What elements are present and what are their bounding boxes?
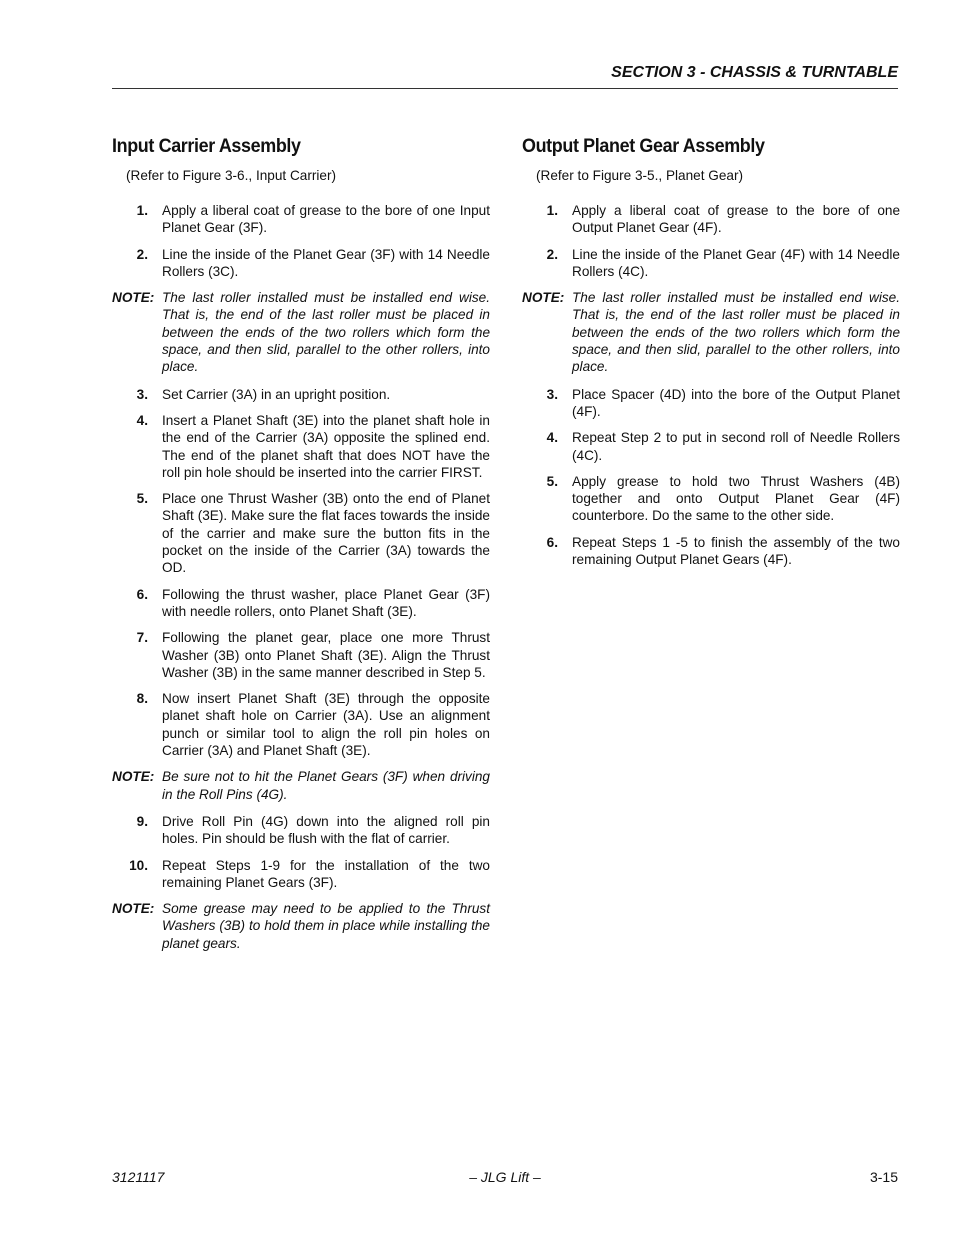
step-item bbox=[522, 386, 900, 421]
doc-number: 3121117 bbox=[112, 1169, 165, 1185]
step-text: Drive Roll Pin (4G) down into the aligned roll pin holes. Pin should be flush with the flat of carrier. bbox=[162, 813, 490, 847]
section-header: SECTION 3 - CHASSIS & TURNTABLE bbox=[611, 64, 898, 81]
step-item bbox=[522, 473, 900, 525]
step-number: 7. bbox=[136, 630, 148, 646]
note-text: The last roller installed must be installed end wise. That is, the end of the last roller must be placed in between the ends of the two rollers which form the space, and then slid, parallel to the other rollers, into place. bbox=[162, 290, 490, 375]
note-label: NOTE: bbox=[112, 901, 155, 917]
step-text: Repeat Steps 1-9 for the installation of the two remaining Planet Gears (3F). bbox=[162, 857, 490, 890]
step-item bbox=[112, 246, 490, 281]
output-planet-steps bbox=[522, 202, 900, 568]
step-number: 6. bbox=[136, 586, 148, 602]
note-label: NOTE: bbox=[112, 769, 155, 785]
step-text: Following the planet gear, place one more Thrust Washer (3B) onto Planet Shaft (3E). Align the Thrust Washer (3B) in the same manner described in Step 5. bbox=[162, 630, 490, 680]
step-number: 1. bbox=[546, 203, 558, 218]
output-planet-title: Output Planet Gear Assembly bbox=[522, 135, 765, 157]
step-item bbox=[112, 586, 490, 621]
step-item bbox=[112, 857, 490, 892]
step-text: Apply grease to hold two Thrust Washers (4B) together and onto Output Planet Gear (4F) counterbore. Do the same to the other side. bbox=[572, 473, 900, 524]
step-text: Set Carrier (3A) in an upright position. bbox=[162, 386, 391, 402]
step-text: Following the thrust washer, place Planet Gear (3F) with needle rollers, onto Planet Shaft (3E). bbox=[162, 586, 490, 619]
note-text: The last roller installed must be installed end wise. That is, the end of the last roller must be placed in between the ends of the two rollers which form the space, and then slid, parallel to the other rollers, into place. bbox=[572, 290, 900, 375]
note bbox=[112, 289, 490, 375]
step-item bbox=[112, 386, 490, 403]
page-footer bbox=[112, 1169, 898, 1189]
step-text: Place Spacer (4D) into the bore of the Output Planet (4F). bbox=[572, 386, 900, 419]
step-number: 6. bbox=[546, 534, 558, 550]
note-label: NOTE: bbox=[522, 290, 565, 306]
step-number: 5. bbox=[136, 491, 148, 507]
step-number: 9. bbox=[136, 813, 148, 829]
note bbox=[522, 289, 900, 375]
step-item bbox=[112, 629, 490, 681]
note bbox=[112, 768, 490, 803]
step-text: Line the inside of the Planet Gear (3F) with 14 Needle Rollers (3C). bbox=[162, 246, 490, 279]
step-number: 4. bbox=[546, 430, 558, 446]
step-item bbox=[522, 202, 900, 237]
step-item bbox=[112, 412, 490, 481]
step-text: Insert a Planet Shaft (3E) into the planet shaft hole in the end of the Carrier (3A) opposite the splined end. The end of the planet shaft that does NOT have the roll pin hole should be inserted into the carrier FIRST. bbox=[162, 412, 490, 480]
step-item bbox=[522, 429, 900, 464]
input-carrier-column bbox=[112, 132, 490, 962]
page-number: 3-15 bbox=[869, 1169, 898, 1185]
step-number: 8. bbox=[136, 691, 148, 707]
step-text: Apply a liberal coat of grease to the bore of one Output Planet Gear (4F). bbox=[572, 203, 900, 236]
note-label: NOTE: bbox=[112, 290, 155, 306]
step-text: Place one Thrust Washer (3B) onto the end of Planet Shaft (3E). Make sure the flat faces towards the inside of the carrier and make sure the button fits in the pocket on the inside of the Carrier (3A) towards the OD. bbox=[162, 491, 490, 576]
note-text: Be sure not to hit the Planet Gears (3F) when driving in the Roll Pins (4G). bbox=[162, 769, 490, 802]
step-number: 4. bbox=[136, 412, 148, 428]
step-text: Now insert Planet Shaft (3E) through the opposite planet shaft hole on Carrier (3A). Use an alignment punch or similar tool to align the roll pin holes on Carrier (3A) and Planet Shaft (3E). bbox=[162, 691, 490, 759]
step-text: Repeat Steps 1 -5 to finish the assembly of the two remaining Output Planet Gears (4F). bbox=[572, 534, 900, 568]
step-text: Line the inside of the Planet Gear (4F) with 14 Needle Rollers (4C). bbox=[572, 246, 900, 279]
step-number: 1. bbox=[136, 203, 148, 218]
step-item bbox=[112, 813, 490, 848]
input-carrier-title: Input Carrier Assembly bbox=[112, 135, 301, 157]
step-number: 2. bbox=[546, 246, 558, 262]
output-planet-reference: (Refer to Figure 3-5., Planet Gear) bbox=[536, 168, 744, 183]
step-text: Apply a liberal coat of grease to the bore of one Input Planet Gear (3F). bbox=[162, 203, 490, 236]
step-number: 5. bbox=[546, 473, 558, 489]
step-number: 10. bbox=[129, 857, 148, 873]
input-carrier-steps bbox=[112, 202, 490, 952]
step-item bbox=[522, 246, 900, 281]
step-text: Repeat Step 2 to put in second roll of Needle Rollers (4C). bbox=[572, 430, 900, 463]
step-item bbox=[112, 202, 490, 237]
step-item bbox=[112, 690, 490, 759]
step-item bbox=[112, 490, 490, 576]
note-text: Some grease may need to be applied to the Thrust Washers (3B) to hold them in place while installing the planet gears. bbox=[162, 901, 490, 951]
step-number: 3. bbox=[136, 386, 148, 402]
header-divider bbox=[112, 88, 898, 89]
note bbox=[112, 900, 490, 952]
step-item bbox=[522, 534, 900, 569]
input-carrier-reference: (Refer to Figure 3-6., Input Carrier) bbox=[126, 168, 337, 183]
output-planet-column bbox=[522, 132, 900, 577]
step-number: 3. bbox=[546, 386, 558, 402]
footer-brand: – JLG Lift – bbox=[469, 1169, 541, 1185]
step-number: 2. bbox=[136, 246, 148, 262]
